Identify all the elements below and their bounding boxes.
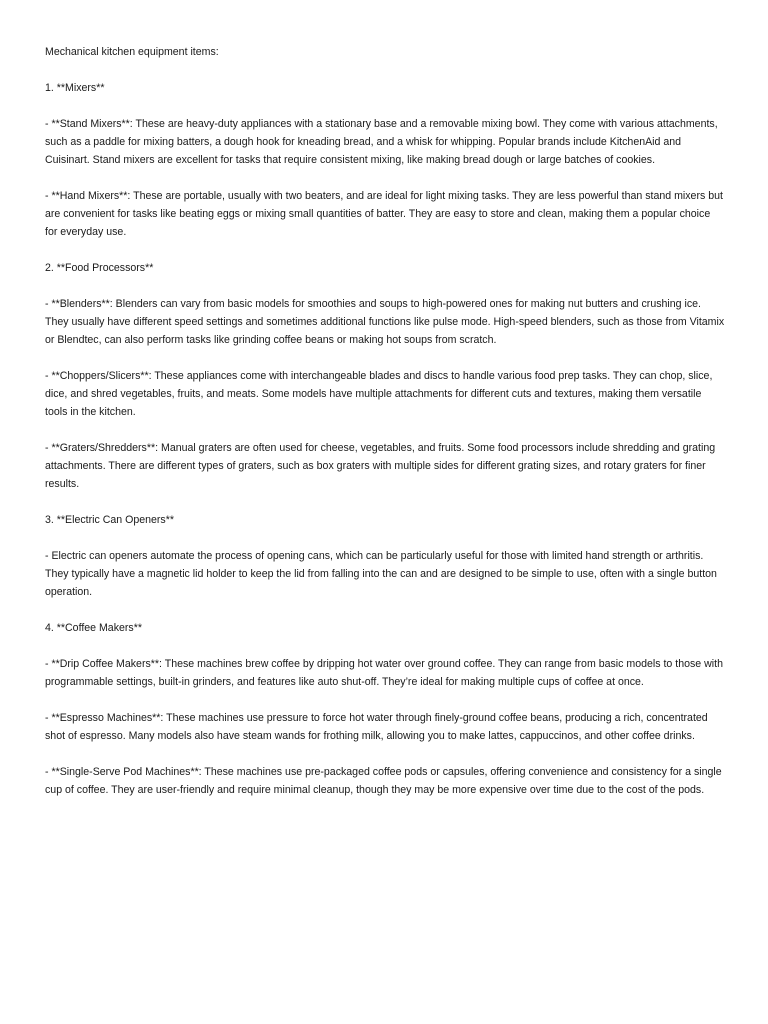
item-drip-coffee-makers: - **Drip Coffee Makers**: These machines brew coffee by dripping hot water over ground coffee. They can range from basic models to those with programmable settings, built-in grinders, and features like auto shut-off. They’re ideal for making multiple cups of coffee at once. bbox=[45, 658, 723, 688]
section-heading-coffee-makers: 4. **Coffee Makers** bbox=[45, 622, 142, 634]
item-electric-can-openers: - Electric can openers automate the process of opening cans, which can be particularly useful for those with limited hand strength or arthritis. They typically have a magnetic lid holder to keep the lid from falling into the can and are designed to be simple to use, often with a single button operation. bbox=[45, 550, 717, 598]
item-graters-shredders: - **Graters/Shredders**: Manual graters are often used for cheese, vegetables, and fruits. Some food processors include shredding and grating attachments. There are different types of graters, such as box graters with multiple sides for different grating sizes, and rotary graters for finer results. bbox=[45, 442, 716, 490]
item-choppers-slicers: - **Choppers/Slicers**: These appliances come with interchangeable blades and discs to handle various food prep tasks. They can chop, slice, dice, and shred vegetables, fruits, and meats. Some models have multiple attachments for different cuts and textures, making them versatile tools in the kitchen. bbox=[45, 370, 713, 418]
section-heading-food-processors: 2. **Food Processors** bbox=[45, 262, 154, 274]
item-espresso-machines: - **Espresso Machines**: These machines use pressure to force hot water through finely-ground coffee beans, producing a rich, concentrated shot of espresso. Many models also have steam wands for frothing milk, allowing you to make lattes, cappuccinos, and other coffee drinks. bbox=[45, 712, 708, 742]
item-stand-mixers: - **Stand Mixers**: These are heavy-duty appliances with a stationary base and a removable mixing bowl. They come with various attachments, such as a paddle for mixing batters, a dough hook for kneading bread, and a whisk for whipping. Popular brands include KitchenAid and Cuisinart. Stand mixers are excellent for tasks that require consistent mixing, like making bread dough or large batches of cookies. bbox=[45, 118, 718, 166]
section-heading-mixers: 1. **Mixers** bbox=[45, 82, 105, 94]
section-heading-can-openers: 3. **Electric Can Openers** bbox=[45, 514, 174, 526]
document-intro: Mechanical kitchen equipment items: bbox=[45, 46, 219, 58]
item-single-serve-pod-machines: - **Single-Serve Pod Machines**: These machines use pre-packaged coffee pods or capsules, offering convenience and consistency for a single cup of coffee. They are user-friendly and require minimal cleanup, though they may be more expensive over time due to the cost of the pods. bbox=[45, 766, 722, 796]
item-hand-mixers: - **Hand Mixers**: These are portable, usually with two beaters, and are ideal for light mixing tasks. They are less powerful than stand mixers but are convenient for tasks like beating eggs or mixing small quantities of batter. They are easy to store and clean, making them a popular choice for everyday use. bbox=[45, 190, 723, 238]
document-page bbox=[45, 43, 725, 817]
item-blenders: - **Blenders**: Blenders can vary from basic models for smoothies and soups to high-powered ones for making nut butters and crushing ice. They usually have different speed settings and sometimes additional functions like pulse mode. High-speed blenders, such as those from Vitamix or Blendtec, can also perform tasks like grinding coffee beans or making hot soups from scratch. bbox=[45, 298, 725, 346]
